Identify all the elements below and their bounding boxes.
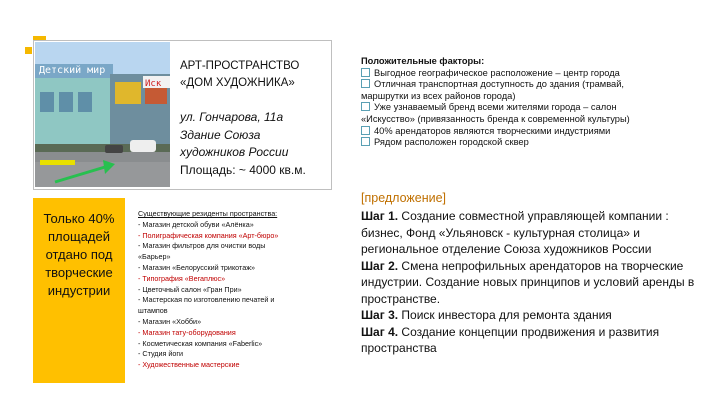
step-1 <box>361 208 701 258</box>
checkbox-icon <box>361 126 370 135</box>
quote-line1: Только 40% <box>43 211 115 226</box>
quote-line4: творческие <box>45 265 113 280</box>
factor-item-text: Выгодное географическое расположение – центр города <box>374 67 620 78</box>
checkbox-icon <box>361 137 370 146</box>
positive-factors <box>361 56 701 149</box>
building-photo <box>35 42 170 187</box>
space-title <box>180 58 330 92</box>
quote-line2: площадей <box>47 229 110 244</box>
address-area: Площадь: ~ 4000 кв.м. <box>180 162 306 177</box>
address-info <box>180 109 330 179</box>
factor-item <box>361 79 701 91</box>
quote-line5: индустрии <box>47 283 111 298</box>
address-street: ул. Гончарова, 11а <box>180 110 284 124</box>
step-4-text: Создание концепции продвижения и развития пространства <box>361 324 660 355</box>
resident-item: - Магазин детской обуви «Алёнка» <box>138 219 254 229</box>
step-3 <box>361 307 701 324</box>
step-1-text: Создание совместной управляющей компании : бизнес, Фонд «Ульяновск - культурная столица» и региональное отделение Союза художников России <box>361 209 669 256</box>
quote-line3: отдано под <box>45 247 113 262</box>
resident-item: штампов <box>138 306 168 316</box>
residents-list <box>138 209 338 371</box>
proposal-section <box>361 190 701 357</box>
sign-left-text: Детский мир <box>39 65 106 76</box>
quote-text <box>35 210 123 300</box>
factor-item-text: Уже узнаваемый бренд всеми жителями города – салон <box>374 102 617 113</box>
factor-item-text: Отличная транспортная доступность до здания (трамвай, <box>374 79 624 90</box>
resident-item: - Магазин тату-оборудования <box>138 327 236 337</box>
factor-item-text: Рядом расположен городской сквер <box>374 137 529 148</box>
factor-item <box>361 68 701 80</box>
address-building-line1: Здание Союза <box>180 127 261 142</box>
resident-item: «Барьер» <box>138 252 171 262</box>
resident-item: - Магазин «Хобби» <box>138 316 202 326</box>
resident-item: - Цветочный салон «Гран При» <box>138 284 242 294</box>
checkbox-icon <box>361 79 370 88</box>
factor-item <box>361 137 701 149</box>
factor-item <box>361 126 701 138</box>
resident-item: - Косметическая компания «Faberlic» <box>138 338 263 348</box>
decor-square-small <box>25 47 32 54</box>
resident-item: - Студия йоги <box>138 349 184 359</box>
checkbox-icon <box>361 68 370 77</box>
factor-item-cont: маршрутки из всех районов города) <box>361 90 516 101</box>
factor-item <box>361 102 701 114</box>
resident-item: - Магазин фильтров для очистки воды <box>138 241 266 251</box>
step-2-text: Смена непрофильных арендаторов на творческие индустрии. Создание новых принципов и условий аренды в пространстве. <box>361 258 695 306</box>
step-3-label: Шаг 3. <box>361 308 399 322</box>
proposal-title: [предложение] <box>361 191 447 205</box>
factor-item-cont: «Искусство» (привязанность бренда к современной культуры) <box>361 113 630 124</box>
resident-item: - Магазин «Белорусский трикотаж» <box>138 262 256 272</box>
step-2-label: Шаг 2. <box>361 258 399 273</box>
step-3-text: Поиск инвестора для ремонта здания <box>398 308 612 322</box>
step-4-label: Шаг 4. <box>361 324 399 339</box>
residents-heading: Существующие резиденты пространства: <box>138 209 278 218</box>
space-title-line2: «ДОМ ХУДОЖНИКА» <box>180 77 295 89</box>
resident-item: - Типография «Вегаплюс» <box>138 273 226 283</box>
step-4 <box>361 324 701 357</box>
proposal-steps <box>361 208 701 357</box>
resident-item: - Полиграфическая компания «Арт-бюро» <box>138 230 279 240</box>
step-1-label: Шаг 1. <box>361 209 399 223</box>
checkbox-icon <box>361 102 370 111</box>
resident-item: - Художественные мастерские <box>138 360 240 370</box>
sign-right-text: Иск <box>145 79 162 89</box>
residents-items <box>138 220 338 371</box>
address-building-line2: художников России <box>180 145 289 159</box>
resident-item: - Мастерская по изготовлению печатей и <box>138 295 275 305</box>
factor-item-text: 40% арендаторов являются творческими индустриями <box>374 125 611 136</box>
space-title-line1: АРТ-ПРОСТРАНСТВО <box>180 60 300 72</box>
step-2 <box>361 258 701 308</box>
building-photo-image <box>35 42 170 187</box>
factors-title: Положительные факторы: <box>361 56 485 66</box>
